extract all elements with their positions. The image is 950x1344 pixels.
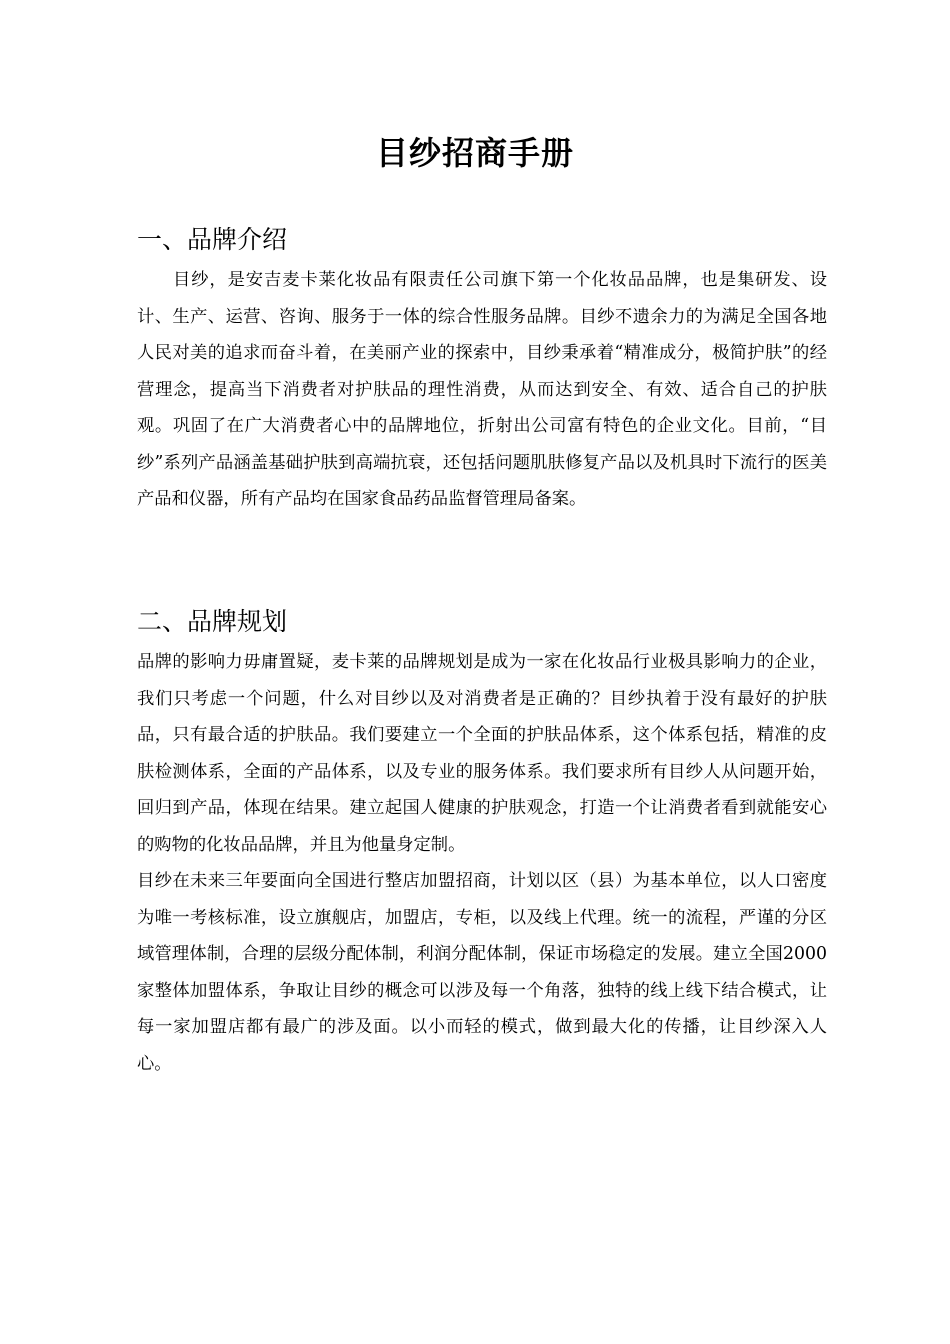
document-title: 目纱招商手册	[375, 134, 574, 173]
section-brand-intro	[137, 222, 827, 518]
section-heading: 二、品牌规划	[137, 607, 288, 636]
paragraph: 品牌的影响力毋庸置疑，麦卡莱的品牌规划是成为一家在化妆品行业极具影响力的企业，我们只考虑一个问题，什么对目纱以及对消费者是正确的？目纱执着于没有最好的护肤品，只有最合适的护肤品。我们要建立一个全面的护肤品体系，这个体系包括，精准的皮肤检测体系，全面的产品体系，以及专业的服务体系。我们要求所有目纱人从问题开始，回归到产品，体现在结果。建立起国人健康的护肤观念，打造一个让消费者看到就能安心的购物的化妆品品牌，并且为他量身定制。	[137, 652, 827, 855]
paragraph: 目纱在未来三年要面向全国进行整店加盟招商，计划以区（县）为基本单位，以人口密度为唯一考核标准，设立旗舰店，加盟店，专柜，以及线上代理。统一的流程，严谨的分区域管理体制，合理的层级分配体制，利润分配体制，保证市场稳定的发展。建立全国2000家整体加盟体系，争取让目纱的概念可以涉及每一个角落，独特的线上线下结合模式，让每一家加盟店都有最广的涉及面。以小而轻的模式，做到最大化的传播，让目纱深入人心。	[137, 871, 827, 1074]
section-heading: 一、品牌介绍	[137, 225, 288, 254]
paragraph: 目纱，是安吉麦卡莱化妆品有限责任公司旗下第一个化妆品品牌，也是集研发、设计、生产、运营、咨询、服务于一体的综合性服务品牌。目纱不遗余力的为满足全国各地人民对美的追求而奋斗着，在美丽产业的探索中，目纱秉承着“精准成分，极简护肤”的经营理念，提高当下消费者对护肤品的理性消费，从而达到安全、有效、适合自己的护肤观。巩固了在广大消费者心中的品牌地位，折射出公司富有特色的企业文化。目前，“目纱”系列产品涵盖基础护肤到高端抗衰，还包括问题肌肤修复产品以及机具时下流行的医美产品和仪器，所有产品均在国家食品药品监督管理局备案。	[137, 270, 827, 509]
section-brand-planning	[137, 604, 827, 1082]
